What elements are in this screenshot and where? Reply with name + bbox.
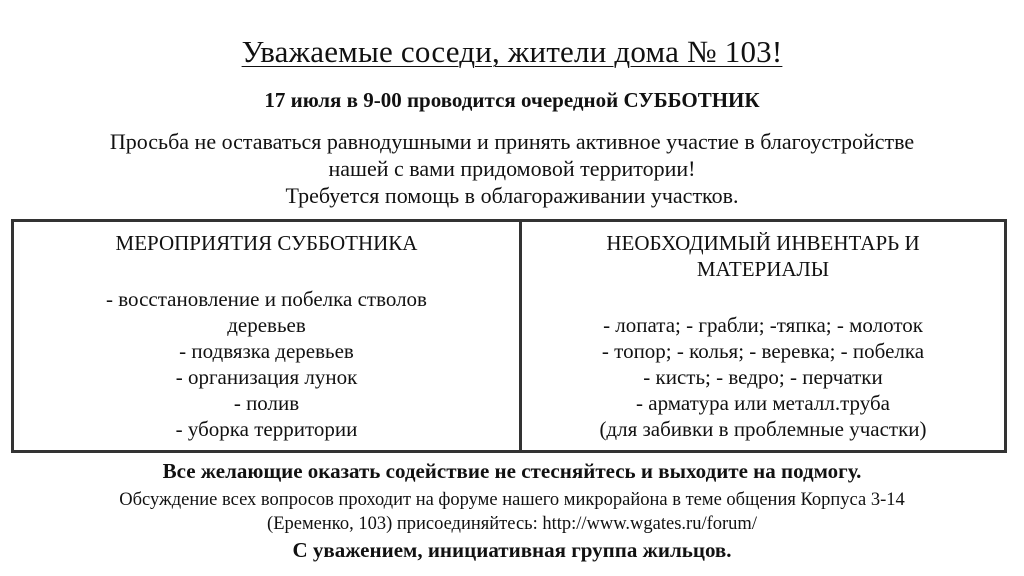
- event-date-line: 17 июля в 9-00 проводится очередной СУББОТНИК: [264, 88, 760, 112]
- signature: С уважением, инициативная группа жильцов.: [292, 538, 732, 562]
- intro-line: Требуется помощь в облагораживании участков.: [285, 183, 739, 208]
- list-item: - восстановление и побелка стволов: [106, 287, 427, 311]
- forum-info-line: (Еременко, 103) присоединяйтесь: http://www.wgates.ru/forum/: [267, 514, 757, 534]
- activities-list: [14, 286, 519, 442]
- info-table: [11, 219, 1007, 453]
- inventory-list: [522, 312, 1004, 442]
- inventory-column: [522, 222, 1004, 442]
- list-item: - лопата; - грабли; -тяпка; - молоток: [603, 313, 923, 337]
- list-item: - арматура или металл.труба: [636, 391, 890, 415]
- list-item: - топор; - колья; - веревка; - побелка: [601, 339, 925, 363]
- activities-column: [14, 222, 519, 442]
- activities-heading: МЕРОПРИЯТИЯ СУББОТНИКА: [115, 231, 418, 255]
- inventory-heading-line: НЕОБХОДИМЫЙ ИНВЕНТАРЬ И: [606, 231, 920, 255]
- list-item: - организация лунок: [175, 365, 358, 389]
- list-item: - подвязка деревьев: [179, 339, 354, 363]
- list-item: - кисть; - ведро; - перчатки: [643, 365, 883, 389]
- list-item: (для забивки в проблемные участки): [599, 417, 927, 441]
- forum-info-line: Обсуждение всех вопросов проходит на форуме нашего микрорайона в теме общения Корпуса 3-14: [119, 490, 905, 510]
- inventory-heading: [522, 230, 1004, 282]
- list-item: - полив: [233, 391, 300, 415]
- list-item: деревьев: [227, 313, 306, 337]
- inventory-heading-line: МАТЕРИАЛЫ: [696, 257, 830, 281]
- list-item: - уборка территории: [175, 417, 358, 441]
- appeal-text: Все желающие оказать содействие не стесняйтесь и выходите на подмогу.: [162, 459, 862, 483]
- intro-line: нашей с вами придомовой территории!: [328, 156, 696, 181]
- notice-title: Уважаемые соседи, жители дома № 103!: [241, 34, 783, 69]
- intro-line: Просьба не оставаться равнодушными и принять активное участие в благоустройстве: [109, 129, 915, 154]
